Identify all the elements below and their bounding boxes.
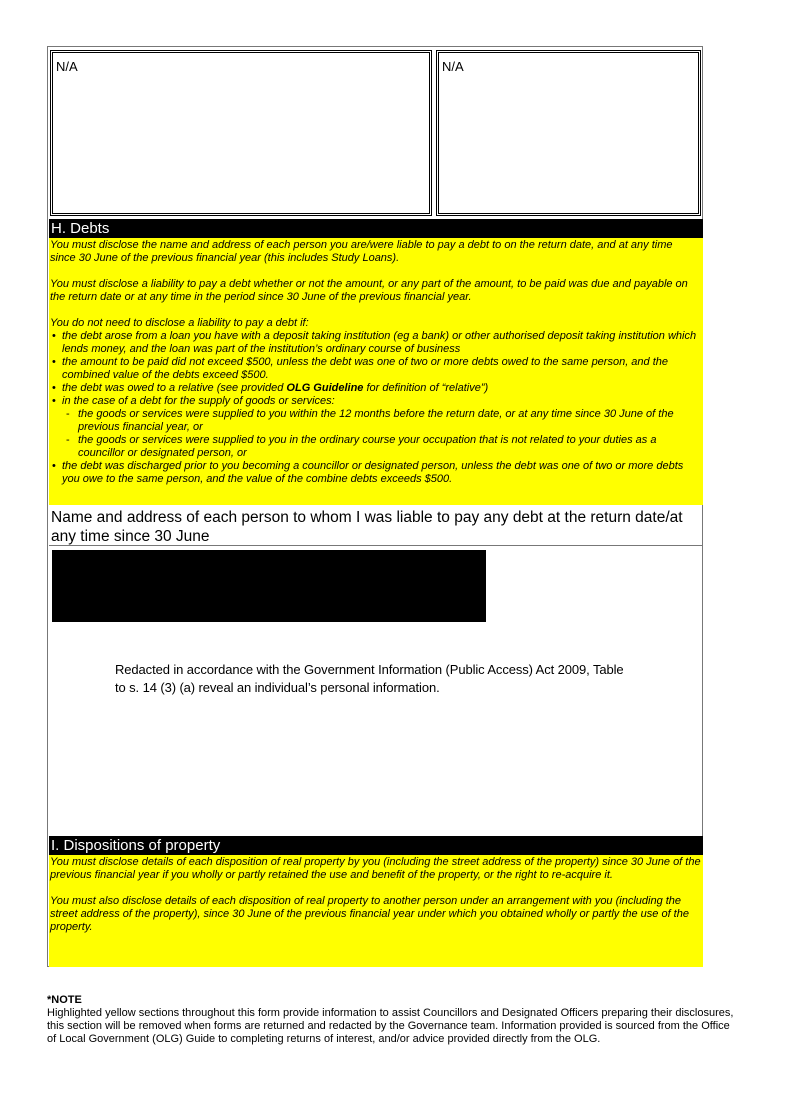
section-i-header: I. Dispositions of property <box>49 836 703 855</box>
exemption-bank-loan: • the debt arose from a loan you have with a deposit taking institution (eg a bank) or other authorised deposit taking institution which lends money, and the loan was part of the institution’s ordinary course of business <box>50 330 701 356</box>
olg-guideline-ref: OLG Guideline <box>286 382 364 394</box>
cell-value-right: N/A <box>442 59 464 74</box>
section-i-para2: You must also disclose details of each disposition of real property to another person under an arrangement with you (including the street address of the property), since 30 June of the previous financial year under which you obtained wholly or partly the use of the property. <box>50 895 689 933</box>
redaction-block <box>52 550 486 622</box>
previous-answer-cell-left <box>50 50 432 216</box>
disclosure-form <box>47 46 703 967</box>
section-h-para2: You must disclose a liability to pay a debt whether or not the amount, or any part of the amount, to be paid was due and payable on the return date or at any time in the period since 30 June of the previous financial year. <box>50 278 688 303</box>
section-h-para3: You do not need to disclose a liability to pay a debt if: <box>50 317 309 329</box>
section-i-para1: You must disclose details of each disposition of real property by you (including the street address of the property) since 30 June of the previous financial year if you wholly or partly retained the use and benefit of the property, or the right to re-acquire it. <box>50 856 701 881</box>
section-h-guidance <box>49 238 703 505</box>
exemption-relative <box>50 382 701 395</box>
redaction-notice-line2: to s. 14 (3) (a) reveal an individual’s personal information. <box>115 680 440 695</box>
footnote <box>47 994 737 1046</box>
exemption-goods-occupation: - the goods or services were supplied to you in the ordinary course your occupation that is not related to your duties as a councillor or designated person, or <box>50 434 701 460</box>
section-i-guidance <box>49 855 703 967</box>
redaction-notice-line1: Redacted in accordance with the Government Information (Public Access) Act 2009, Table <box>115 662 624 677</box>
bullet3-post: for definition of “relative”) <box>363 382 489 394</box>
exemption-goods-services: • in the case of a debt for the supply of goods or services: <box>50 395 701 408</box>
exemption-under-500: • the amount to be paid did not exceed $500, unless the debt was one of two or more debts owed to the same person, and the combined value of the debts exceed $500. <box>50 356 701 382</box>
section-h-para1: You must disclose the name and address of each person you are/were liable to pay a debt to on the return date, and at any time since 30 June of the previous financial year (this includes Study Loans). <box>50 239 673 264</box>
exemption-goods-12-months: - the goods or services were supplied to you within the 12 months before the return date, or at any time since 30 June of the previous financial year, or <box>50 408 701 434</box>
redaction-notice <box>115 661 635 697</box>
note-body: Highlighted yellow sections throughout this form provide information to assist Councillors and Designated Officers preparing their disclosures, this section will be removed when forms are returned and redacted by the Governance team. Information provided is sourced from the Office of Local Government (OLG) Guide to completing returns of interest, and/or advice provided directly from the OLG. <box>47 1007 734 1045</box>
exemption-discharged: • the debt was discharged prior to you becoming a councillor or designated person, unless the debt was one of two or more debts you owe to the same person, and the value of the combine debts exceeds $500. <box>50 460 701 486</box>
cell-value-left: N/A <box>56 59 78 74</box>
section-h-header: H. Debts <box>49 219 703 238</box>
note-title: *NOTE <box>47 994 82 1006</box>
bullet3-pre: the debt was owed to a relative (see provided <box>62 382 287 394</box>
previous-answer-cell-right <box>436 50 701 216</box>
debt-field-label: Name and address of each person to whom I was liable to pay any debt at the return date/at any time since 30 June <box>49 506 703 546</box>
exemption-list <box>50 330 701 486</box>
